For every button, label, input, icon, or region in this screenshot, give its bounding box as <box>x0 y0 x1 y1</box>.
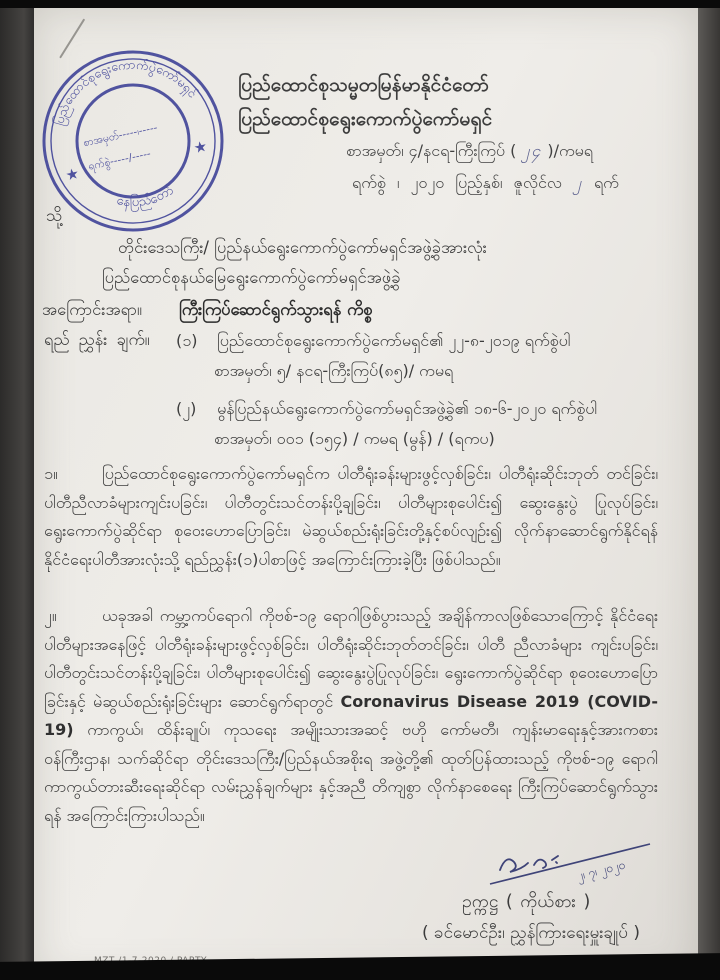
reference-2-number: (၂) <box>176 399 197 418</box>
letter-number-handwritten: ၂၄ <box>521 141 543 160</box>
date-suffix: ရက် <box>593 173 619 192</box>
top-black-bar <box>0 0 720 8</box>
reference-label: ရည် ညွှန်း ချက်။ <box>44 330 150 349</box>
document-page <box>34 8 698 980</box>
seal-star-left-icon: ★ <box>63 164 81 185</box>
paragraph-2-text-before: ယခုအခါ ကမ္ဘာ့ကပ်ရောဂါ ကိုဗစ်-၁၉ ရောဂါဖြစ်ပွားသည့် အချိန်ကာလဖြစ်သောကြောင့် နိုင်ငံရေးပါတီများအနေဖြင့် ပါတီရုံးခန်းများဖွင့်လှစ်ခြင်း၊ ပါတီရုံးဆိုင်းဘုတ်တင်ခြင်း၊ ပါတီ ညီလာခံများ ကျင်းပခြင်း၊ ပါတီတွင်းသင်တန်းပို့ချခြင်း၊ ပါတီများစုပေါင်း၍ ဆွေးနွေးပွဲပြုလုပ်ခြင်း၊ ရွေးကောက်ပွဲဆိုင်ရာ စုဝေးဟောပြောခြင်းနှင့် မဲဆွယ်စည်းရုံးခြင်းများ ဆောင်ရွက်ရာတွင် <box>44 606 658 711</box>
letter-number-suffix: )/ကမရ <box>547 141 593 160</box>
subject-label: အကြောင်းအရာ။ <box>42 300 142 319</box>
paragraph-2-number: ၂။ <box>44 606 57 625</box>
letterhead <box>238 68 492 136</box>
recipient-line-2: ပြည်ထောင်စုနယ်မြေရွေးကောက်ပွဲကော်မရှင်အဖွဲ့ခွဲ <box>102 268 401 287</box>
letter-number-line <box>346 140 593 164</box>
subject-text: ကြီးကြပ်ဆောင်ရွက်သွားရန် ကိစ္စ <box>179 300 373 319</box>
paragraph-2 <box>44 602 658 830</box>
seal-ring-text-bottom: နေပြည်တော် <box>115 182 177 211</box>
commission-title: ပြည်ထောင်စုရွေးကောက်ပွဲကော်မရှင် <box>238 108 493 130</box>
covid-latin-text: Coronavirus Disease 2019 (COVID-19) <box>44 691 658 739</box>
reference-2-line1: မွန်ပြည်နယ်ရွေးကောက်ပွဲကော်မရှင်အဖွဲ့ခွဲ၏ ၁၈-၆-၂၀၂၀ ရက်စွဲပါ <box>217 399 598 418</box>
seal-number-field: စာအမှတ်-----၊----- <box>82 121 159 150</box>
letter-number-prefix: စာအမှတ်၊ ၄/နငရ-ကြီးကြပ် ( <box>346 141 517 160</box>
left-dark-edge <box>0 0 34 980</box>
to-label: သို့ <box>46 206 63 226</box>
date-line <box>352 172 619 196</box>
paragraph-1-number: ၁။ <box>44 464 58 483</box>
reference-item-2 <box>176 398 597 422</box>
date-prefix: ရက်စွဲ ၊ ၂၀၂၀ ပြည့်နှစ်၊ ဇူလိုင်လ <box>352 173 562 192</box>
signature-handwritten-date: ၂၊ ၇၊ ၂၀၂၀ <box>575 857 627 883</box>
reference-2-line2: စာအမှတ်၊ ၀၀၁ (၁၅၄) / ကမရ (မွန်) / (ရကပ) <box>214 429 495 448</box>
signatory-name: ( ခင်မောင်ဦး၊ ညွှန်ကြားရေးမှူးချုပ် ) <box>422 923 641 943</box>
seal-date-field: ရက်စွဲ-----/----- <box>87 147 152 173</box>
subject-line <box>42 300 373 324</box>
signature-underline <box>490 844 650 884</box>
signature-block <box>482 832 662 894</box>
recipient-line-1: တိုင်းဒေသကြီး/ ပြည်နယ်ရွေးကောက်ပွဲကော်မရှင်အဖွဲ့ခွဲအားလုံး <box>118 238 487 257</box>
reference-1-line1: ပြည်ထောင်စုရွေးကောက်ပွဲကော်မရှင်၏ ၂၂-၈-၂၀၁၉ ရက်စွဲပါ <box>217 331 571 350</box>
date-handwritten: ၂ <box>573 173 583 192</box>
signatory-title: ဥက္ကဋ္ဌ ( ကိုယ်စား ) <box>462 892 591 912</box>
paragraph-1-text: ပြည်ထောင်စုရွေးကောက်ပွဲကော်မရှင်က ပါတီရုံးခန်းများဖွင့်လှစ်ခြင်း၊ ပါတီရုံးဆိုင်းဘုတ် တင်ခြင်း၊ ပါတီညီလာခံများကျင်းပခြင်း၊ ပါတီတွင်းသင်တန်းပို့ချခြင်း၊ ပါတီများစုပေါင်း၍ ဆွေးနွေးပွဲ ပြုလုပ်ခြင်း၊ ရွေးကောက်ပွဲဆိုင်ရာ စုဝေးဟောပြောခြင်း၊ မဲဆွယ်စည်းရုံးခြင်းတို့နှင့်စပ်လျဉ်း၍ လိုက်နာဆောင်ရွက်နိုင်ရန် နိုင်ငံရေးပါတီအားလုံးသို့ ရည်ညွှန်း(၁)ပါစာဖြင့် အကြောင်းကြားခဲ့ပြီး ဖြစ်ပါသည်။ <box>44 464 658 569</box>
reference-item-1 <box>176 330 570 354</box>
reference-1-number: (၁) <box>176 331 198 350</box>
seal-ring-text-top: ပြည်ထောင်စုရွေးကောက်ပွဲကော်မရှင် <box>50 56 201 127</box>
paragraph-1 <box>44 460 658 574</box>
seal-star-right-icon: ★ <box>192 136 209 158</box>
pencil-mark <box>59 18 85 58</box>
reference-1-line2: စာအမှတ်၊ ၅/ နငရ-ကြီးကြပ်(၈၅)/ ကမရ <box>214 361 454 380</box>
country-title: ပြည်ထောင်စုသမ္မတမြန်မာနိုင်ငံတော် <box>238 74 489 96</box>
right-dark-edge <box>698 0 720 980</box>
paragraph-2-text-after: ကာကွယ်၊ ထိန်းချုပ်၊ ကုသရေး အမျိုးသားအဆင့် ဗဟို ကော်မတီ၊ ကျန်းမာရေးနှင့်အားကစားဝန်ကြီးဌာန၊ သက်ဆိုင်ရာ တိုင်းဒေသကြီး/ပြည်နယ်အစိုးရ အဖွဲ့တို့၏ ထုတ်ပြန်ထားသည့် ကိုဗစ်-၁၉ ရောဂါကာကွယ်တားဆီးရေးဆိုင်ရာ လမ်းညွှန်ချက်များ နှင့်အညီ တိကျစွာ လိုက်နာစေရေး ကြီးကြပ်ဆောင်ရွက်သွားရန် အကြောင်းကြားပါသည်။ <box>44 720 658 825</box>
